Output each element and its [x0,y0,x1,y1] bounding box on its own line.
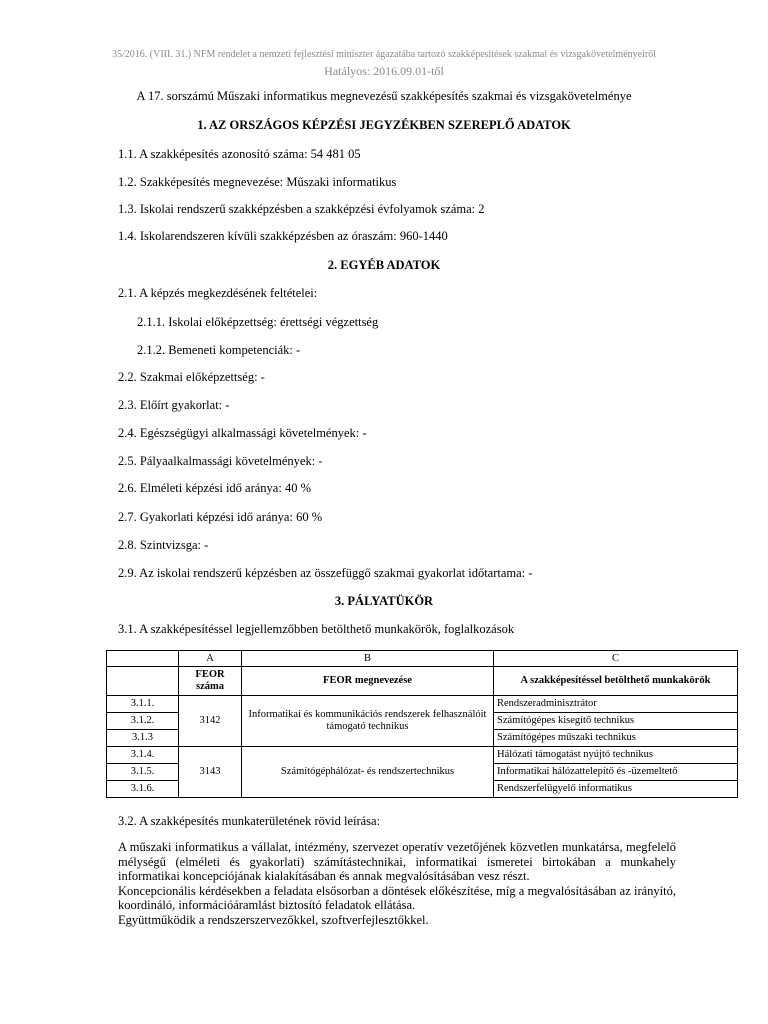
feor-table [106,650,738,798]
item-2-8: 2.8. Szintvizsga: - [118,538,209,552]
item-2-6: 2.6. Elméleti képzési idő aránya: 40 % [118,481,311,495]
item-2-3: 2.3. Előírt gyakorlat: - [118,398,230,412]
row-number: 3.1.4. [107,747,179,764]
table-letter-row [107,651,738,667]
row-number: 3.1.5. [107,764,179,781]
header-jobs: A szakképesítéssel betölthető munkakörök [494,667,738,696]
job-title: Hálózati támogatást nyújtó technikus [494,747,738,764]
item-1-2: 1.2. Szakképesítés megnevezése: Műszaki informatikus [118,175,397,189]
header-feor-code: FEOR száma [179,667,242,696]
item-2-1: 2.1. A képzés megkezdésének feltételei: [118,286,318,300]
effective-date: Hatályos: 2016.09.01-től [324,64,444,78]
item-3-1: 3.1. A szakképesítéssel legjellemzőbben betölthető munkakörök, foglalkozások [118,622,515,636]
feor-name: Informatikai és kommunikációs rendszerek felhasználóit támogató technikus [242,696,494,747]
job-title: Rendszeradminisztrátor [494,696,738,713]
item-3-2: 3.2. A szakképesítés munkaterületének rövid leírása: [118,814,381,828]
table-header-row [107,667,738,696]
document-title: A 17. sorszámú Műszaki informatikus megnevezésű szakképesítés szakmai és vizsgakövetelménye [136,89,632,103]
item-1-1: 1.1. A szakképesítés azonosító száma: 54 481 05 [118,147,361,161]
section-2-heading: 2. EGYÉB ADATOK [327,258,441,272]
regulation-header: 35/2016. (VIII. 31.) NFM rendelet a nemzeti fejlesztési miniszter ágazatába tartozó szakképesítések szakmai és vizsgakövetelményeiről [112,49,656,60]
item-1-4: 1.4. Iskolarendszeren kívüli szakképzésben az óraszám: 960-1440 [118,229,448,243]
job-title: Informatikai hálózattelepítő és -üzemeltető [494,764,738,781]
feor-name: Számítógéphálózat- és rendszertechnikus [242,747,494,798]
header-cell-empty [107,667,179,696]
job-title: Számítógépes műszaki technikus [494,730,738,747]
row-number: 3.1.1. [107,696,179,713]
section-3-heading: 3. PÁLYATÜKÖR [334,594,434,608]
feor-code: 3142 [179,696,242,747]
column-letter-b: B [242,651,494,667]
work-description [118,840,676,927]
job-title: Rendszerfelügyelő informatikus [494,781,738,798]
description-paragraph: Koncepcionális kérdésekben a feladata elsősorban a döntések előkészítése, míg a megvalósításában az irányító, koordináló, információáramlást biztosító feladatok ellátása. [118,883,676,912]
item-2-1-1: 2.1.1. Iskolai előképzettség: érettségi végzettség [137,315,379,329]
item-2-1-2: 2.1.2. Bemeneti kompetenciák: - [137,343,301,357]
row-number: 3.1.3 [107,730,179,747]
feor-code: 3143 [179,747,242,798]
column-letter-a: A [179,651,242,667]
header-feor-name: FEOR megnevezése [242,667,494,696]
row-number: 3.1.6. [107,781,179,798]
row-number: 3.1.2. [107,713,179,730]
item-2-5: 2.5. Pályaalkalmassági követelmények: - [118,454,323,468]
item-1-3: 1.3. Iskolai rendszerű szakképzésben a szakképzési évfolyamok száma: 2 [118,202,485,216]
section-1-heading: 1. AZ ORSZÁGOS KÉPZÉSI JEGYZÉKBEN SZEREPLŐ ADATOK [197,118,571,132]
column-letter-c: C [494,651,738,667]
table-row [107,696,738,713]
description-paragraph: Együttműködik a rendszerszervezőkkel, szoftverfejlesztőkkel. [118,912,429,927]
item-2-2: 2.2. Szakmai előképzettség: - [118,370,265,384]
item-2-9: 2.9. Az iskolai rendszerű képzésben az összefüggő szakmai gyakorlat időtartama: - [118,566,533,580]
letter-cell-empty [107,651,179,667]
table-row [107,747,738,764]
job-title: Számítógépes kisegítő technikus [494,713,738,730]
item-2-7: 2.7. Gyakorlati képzési idő aránya: 60 % [118,510,323,524]
item-2-4: 2.4. Egészségügyi alkalmassági követelmények: - [118,426,367,440]
description-paragraph: A műszaki informatikus a vállalat, intézmény, szervezet operatív vezetőjének közvetlen munkatársa, megfelelő mélységű (elméleti és gyakorlati) számítástechnikai, informatikai ismeretei birtokában a munkahely informatikai koncepciójának kialakításában és annak megvalósításában vesz részt. [118,840,676,883]
